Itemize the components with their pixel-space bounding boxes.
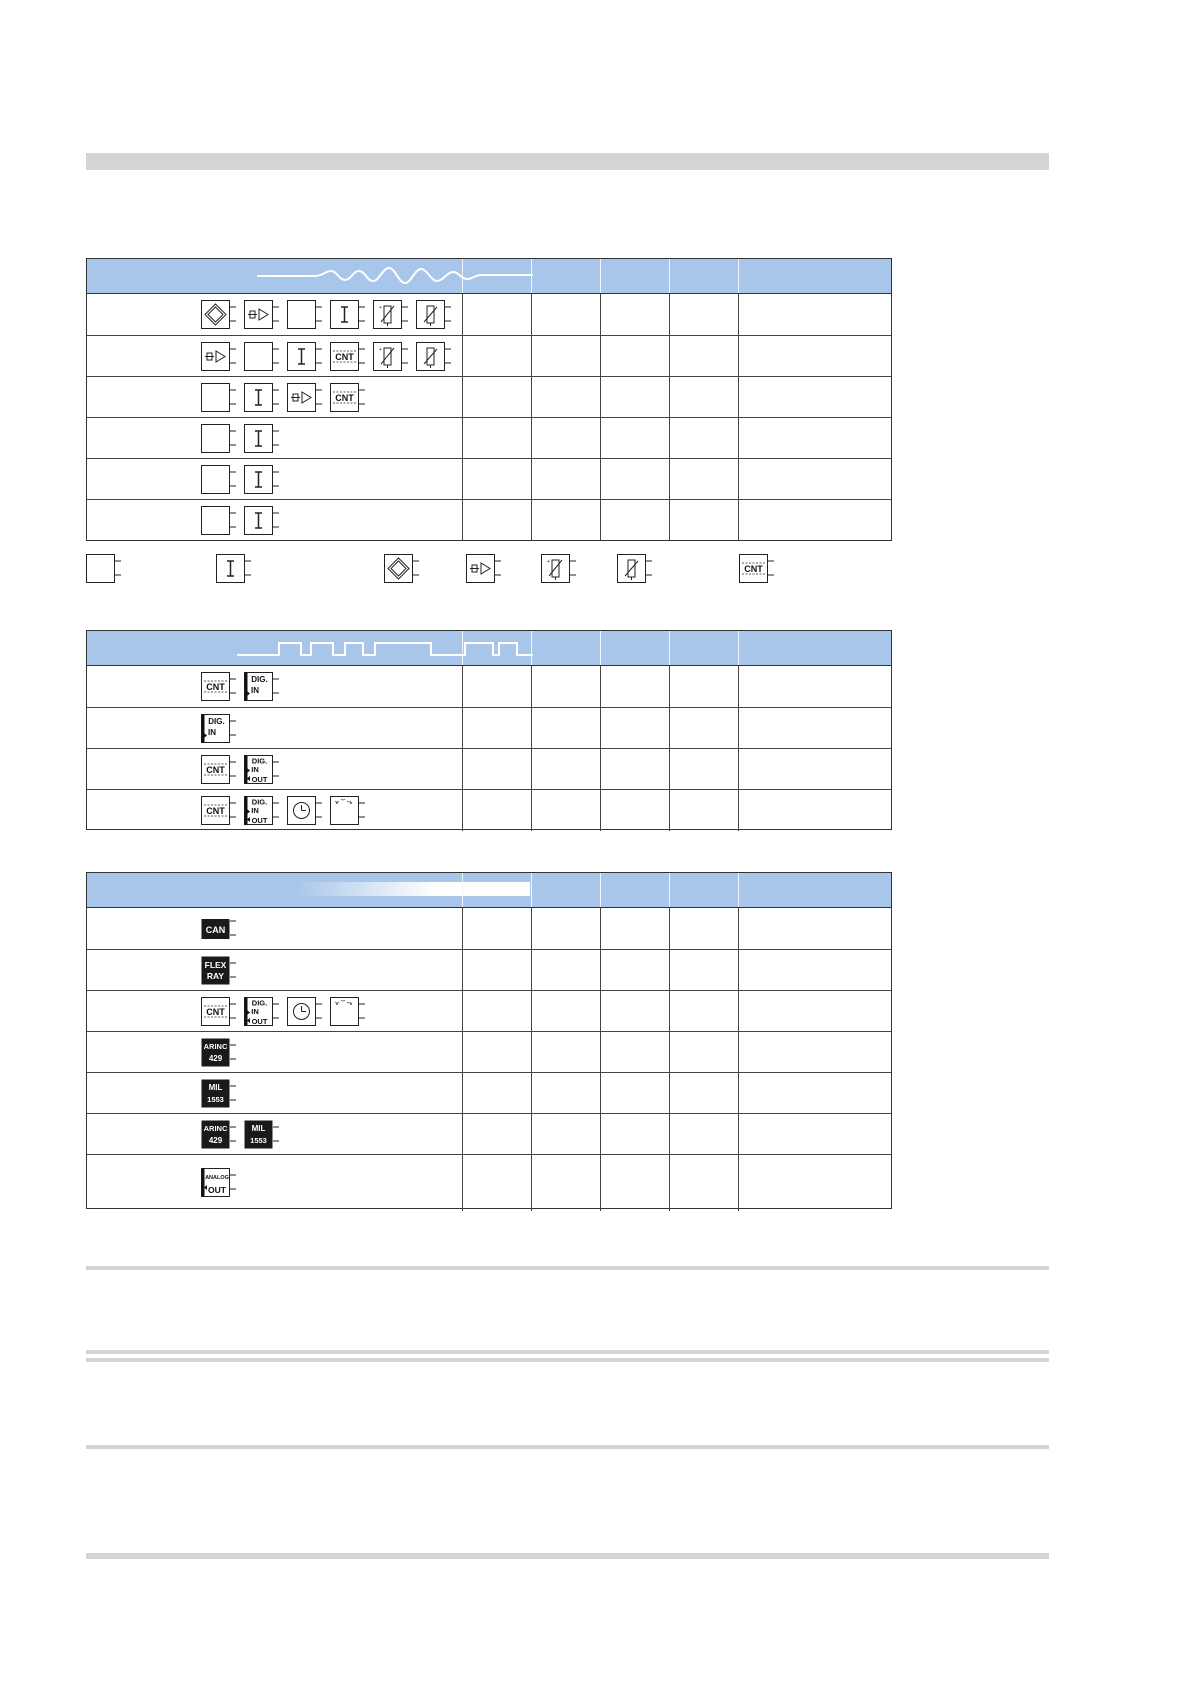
column-divider [600, 991, 601, 1032]
column-divider [669, 708, 670, 749]
arinc-429-icon [201, 1038, 237, 1068]
bridge-icon [201, 300, 237, 330]
current-source-icon [244, 383, 280, 413]
amplifier-icon [287, 383, 323, 413]
column-divider [669, 336, 670, 377]
svg-text:CNT: CNT [744, 564, 763, 574]
counter-icon [739, 554, 775, 584]
amplifier-icon [466, 554, 502, 584]
column-divider [600, 418, 601, 459]
column-divider [462, 259, 463, 293]
rtd-icon [416, 342, 452, 372]
column-divider [669, 418, 670, 459]
column-divider [669, 1032, 670, 1073]
box-icon [86, 554, 122, 584]
column-divider [600, 1032, 601, 1073]
can-icon [201, 914, 237, 944]
digital-inout-icon [244, 755, 280, 785]
column-divider [531, 1032, 532, 1073]
svg-text:DIG.: DIG. [251, 675, 268, 684]
column-divider [462, 666, 463, 707]
current-source-icon [287, 342, 323, 372]
column-divider [462, 991, 463, 1032]
current-source-icon [216, 554, 252, 584]
column-divider [669, 259, 670, 293]
digital-in-icon [201, 714, 237, 744]
table-row [87, 458, 891, 499]
column-divider [669, 631, 670, 665]
counter-icon [201, 755, 237, 785]
column-divider [600, 336, 601, 377]
thermocouple-icon [373, 342, 409, 372]
column-divider [531, 790, 532, 831]
column-divider [531, 1073, 532, 1114]
svg-text:DIG.: DIG. [251, 756, 268, 766]
table-row [87, 748, 891, 789]
digital-channels-table [86, 630, 892, 830]
counter-icon [201, 796, 237, 826]
svg-text:CNT: CNT [206, 1007, 225, 1017]
table-row [87, 417, 891, 458]
column-divider [669, 908, 670, 949]
table-header [87, 631, 891, 666]
column-divider [600, 1155, 601, 1211]
mil-1553-icon [201, 1079, 237, 1109]
column-divider [600, 873, 601, 907]
column-divider [738, 1155, 739, 1211]
counter-icon [330, 383, 366, 413]
flexray-icon [201, 956, 237, 986]
column-divider [462, 500, 463, 541]
table-row [87, 949, 891, 990]
svg-text:CNT: CNT [206, 806, 225, 816]
column-divider [531, 294, 532, 335]
top-rule [86, 153, 1049, 170]
column-divider [462, 336, 463, 377]
svg-text:IN: IN [251, 1007, 259, 1016]
table-row [87, 707, 891, 748]
table-row [87, 789, 891, 830]
column-divider [531, 259, 532, 293]
column-divider [669, 873, 670, 907]
analog-waveform-icon [255, 267, 535, 285]
svg-text:OUT: OUT [251, 775, 268, 784]
svg-text:IN: IN [251, 686, 259, 695]
column-divider [462, 790, 463, 831]
column-divider [462, 749, 463, 790]
counter-icon [201, 672, 237, 702]
column-divider [669, 1114, 670, 1155]
column-divider [531, 336, 532, 377]
column-divider [738, 459, 739, 500]
svg-text:OUT: OUT [208, 1185, 226, 1195]
box-icon [201, 506, 237, 536]
table-row [87, 908, 891, 949]
column-divider [531, 708, 532, 749]
svg-text:RAY: RAY [206, 971, 225, 981]
arinc-429-icon [201, 1120, 237, 1150]
svg-text:FLEX: FLEX [204, 960, 227, 970]
column-divider [600, 1073, 601, 1114]
rtd-icon [416, 300, 452, 330]
bus-gradient-icon [295, 882, 530, 896]
column-divider [462, 1032, 463, 1073]
table-row [87, 294, 891, 335]
column-divider [738, 666, 739, 707]
table-header [87, 259, 891, 294]
svg-text:CNT: CNT [335, 393, 354, 403]
svg-text:OUT: OUT [251, 1017, 268, 1026]
column-divider [600, 259, 601, 293]
current-source-icon [244, 465, 280, 495]
svg-text:IN: IN [251, 806, 259, 815]
column-divider [462, 1114, 463, 1155]
svg-text:IN: IN [251, 765, 259, 774]
table-row [87, 1031, 891, 1072]
column-divider [738, 749, 739, 790]
current-source-icon [244, 424, 280, 454]
table-row [87, 666, 891, 707]
column-divider [531, 908, 532, 949]
box-icon [201, 383, 237, 413]
column-divider [600, 790, 601, 831]
column-divider [462, 1073, 463, 1114]
svg-text:MIL: MIL [251, 1124, 266, 1133]
column-divider [531, 459, 532, 500]
column-divider [738, 950, 739, 991]
column-divider [600, 908, 601, 949]
column-divider [531, 666, 532, 707]
column-divider [738, 500, 739, 541]
column-divider [669, 666, 670, 707]
speaker-icon [330, 796, 366, 826]
column-divider [462, 950, 463, 991]
column-divider [738, 418, 739, 459]
column-divider [738, 790, 739, 831]
column-divider [600, 950, 601, 991]
clock-icon [287, 796, 323, 826]
svg-text:ARINC: ARINC [203, 1124, 228, 1133]
column-divider [669, 790, 670, 831]
table-row [87, 499, 891, 540]
divider-rule-2 [86, 1350, 1049, 1354]
column-divider [462, 418, 463, 459]
column-divider [669, 950, 670, 991]
svg-text:DIG.: DIG. [251, 797, 268, 807]
thermocouple-icon [541, 554, 577, 584]
column-divider [738, 873, 739, 907]
column-divider [462, 708, 463, 749]
column-divider [531, 1155, 532, 1211]
column-divider [600, 749, 601, 790]
column-divider [600, 500, 601, 541]
bus-channels-table [86, 872, 892, 1209]
svg-text:CNT: CNT [335, 352, 354, 362]
svg-text:CAN: CAN [205, 925, 226, 935]
divider-rule-3 [86, 1358, 1049, 1362]
column-divider [462, 377, 463, 418]
table-row [87, 335, 891, 376]
counter-icon [201, 997, 237, 1027]
analog-channels-table [86, 258, 892, 541]
column-divider [531, 1114, 532, 1155]
column-divider [738, 1073, 739, 1114]
column-divider [669, 1155, 670, 1211]
column-divider [600, 631, 601, 665]
current-source-icon [244, 506, 280, 536]
analog-out-icon [201, 1168, 237, 1198]
counter-icon [330, 342, 366, 372]
amplifier-icon [201, 342, 237, 372]
svg-text:1553: 1553 [207, 1095, 224, 1104]
svg-text:IN: IN [208, 728, 216, 737]
table-row [87, 1072, 891, 1113]
column-divider [738, 631, 739, 665]
current-source-icon [330, 300, 366, 330]
column-divider [738, 377, 739, 418]
svg-text:ARINC: ARINC [203, 1042, 228, 1051]
svg-text:+: + [379, 305, 382, 311]
table-row [87, 1113, 891, 1154]
table-row [87, 990, 891, 1031]
column-divider [738, 336, 739, 377]
svg-text:429: 429 [208, 1136, 223, 1145]
column-divider [669, 500, 670, 541]
column-divider [738, 294, 739, 335]
svg-text:CNT: CNT [206, 682, 225, 692]
column-divider [531, 950, 532, 991]
digital-pulse-icon [235, 639, 535, 657]
column-divider [462, 1155, 463, 1211]
column-divider [462, 459, 463, 500]
svg-text:ANALOG: ANALOG [205, 1175, 229, 1181]
svg-text:DIG.: DIG. [208, 717, 225, 726]
column-divider [600, 294, 601, 335]
column-divider [531, 873, 532, 907]
svg-text:MIL: MIL [208, 1083, 223, 1092]
column-divider [600, 708, 601, 749]
svg-text:1553: 1553 [250, 1136, 267, 1145]
speaker-icon [330, 997, 366, 1027]
box-icon [201, 465, 237, 495]
box-icon [201, 424, 237, 454]
rtd-icon [617, 554, 653, 584]
column-divider [462, 908, 463, 949]
column-divider [669, 459, 670, 500]
box-icon [287, 300, 323, 330]
mil-1553-icon [244, 1120, 280, 1150]
column-divider [669, 377, 670, 418]
digital-inout-icon [244, 796, 280, 826]
clock-icon [287, 997, 323, 1027]
svg-text:+: + [547, 559, 550, 565]
column-divider [531, 418, 532, 459]
column-divider [669, 294, 670, 335]
column-divider [600, 666, 601, 707]
digital-inout-icon [244, 997, 280, 1027]
svg-text:CNT: CNT [206, 765, 225, 775]
table-row [87, 1154, 891, 1210]
symbol-legend-row [86, 551, 892, 587]
amplifier-icon [244, 300, 280, 330]
column-divider [669, 991, 670, 1032]
svg-text:+: + [379, 347, 382, 353]
digital-in-icon [244, 672, 280, 702]
column-divider [600, 377, 601, 418]
column-divider [669, 749, 670, 790]
column-divider [462, 294, 463, 335]
box-icon [244, 342, 280, 372]
svg-text:DIG.: DIG. [251, 998, 268, 1008]
column-divider [738, 991, 739, 1032]
column-divider [462, 631, 463, 665]
column-divider [600, 1114, 601, 1155]
table-header [87, 873, 891, 908]
divider-rule-4 [86, 1445, 1049, 1449]
thermocouple-icon [373, 300, 409, 330]
column-divider [738, 259, 739, 293]
column-divider [531, 991, 532, 1032]
column-divider [738, 1114, 739, 1155]
column-divider [531, 749, 532, 790]
column-divider [669, 1073, 670, 1114]
column-divider [600, 459, 601, 500]
column-divider [738, 1032, 739, 1073]
bridge-icon [384, 554, 420, 584]
column-divider [531, 631, 532, 665]
column-divider [738, 708, 739, 749]
divider-rule-5 [86, 1553, 1049, 1559]
column-divider [531, 377, 532, 418]
column-divider [531, 500, 532, 541]
table-row [87, 376, 891, 417]
svg-text:429: 429 [208, 1054, 223, 1063]
divider-rule-1 [86, 1266, 1049, 1270]
column-divider [738, 908, 739, 949]
svg-text:OUT: OUT [251, 816, 268, 825]
column-divider [462, 873, 463, 907]
